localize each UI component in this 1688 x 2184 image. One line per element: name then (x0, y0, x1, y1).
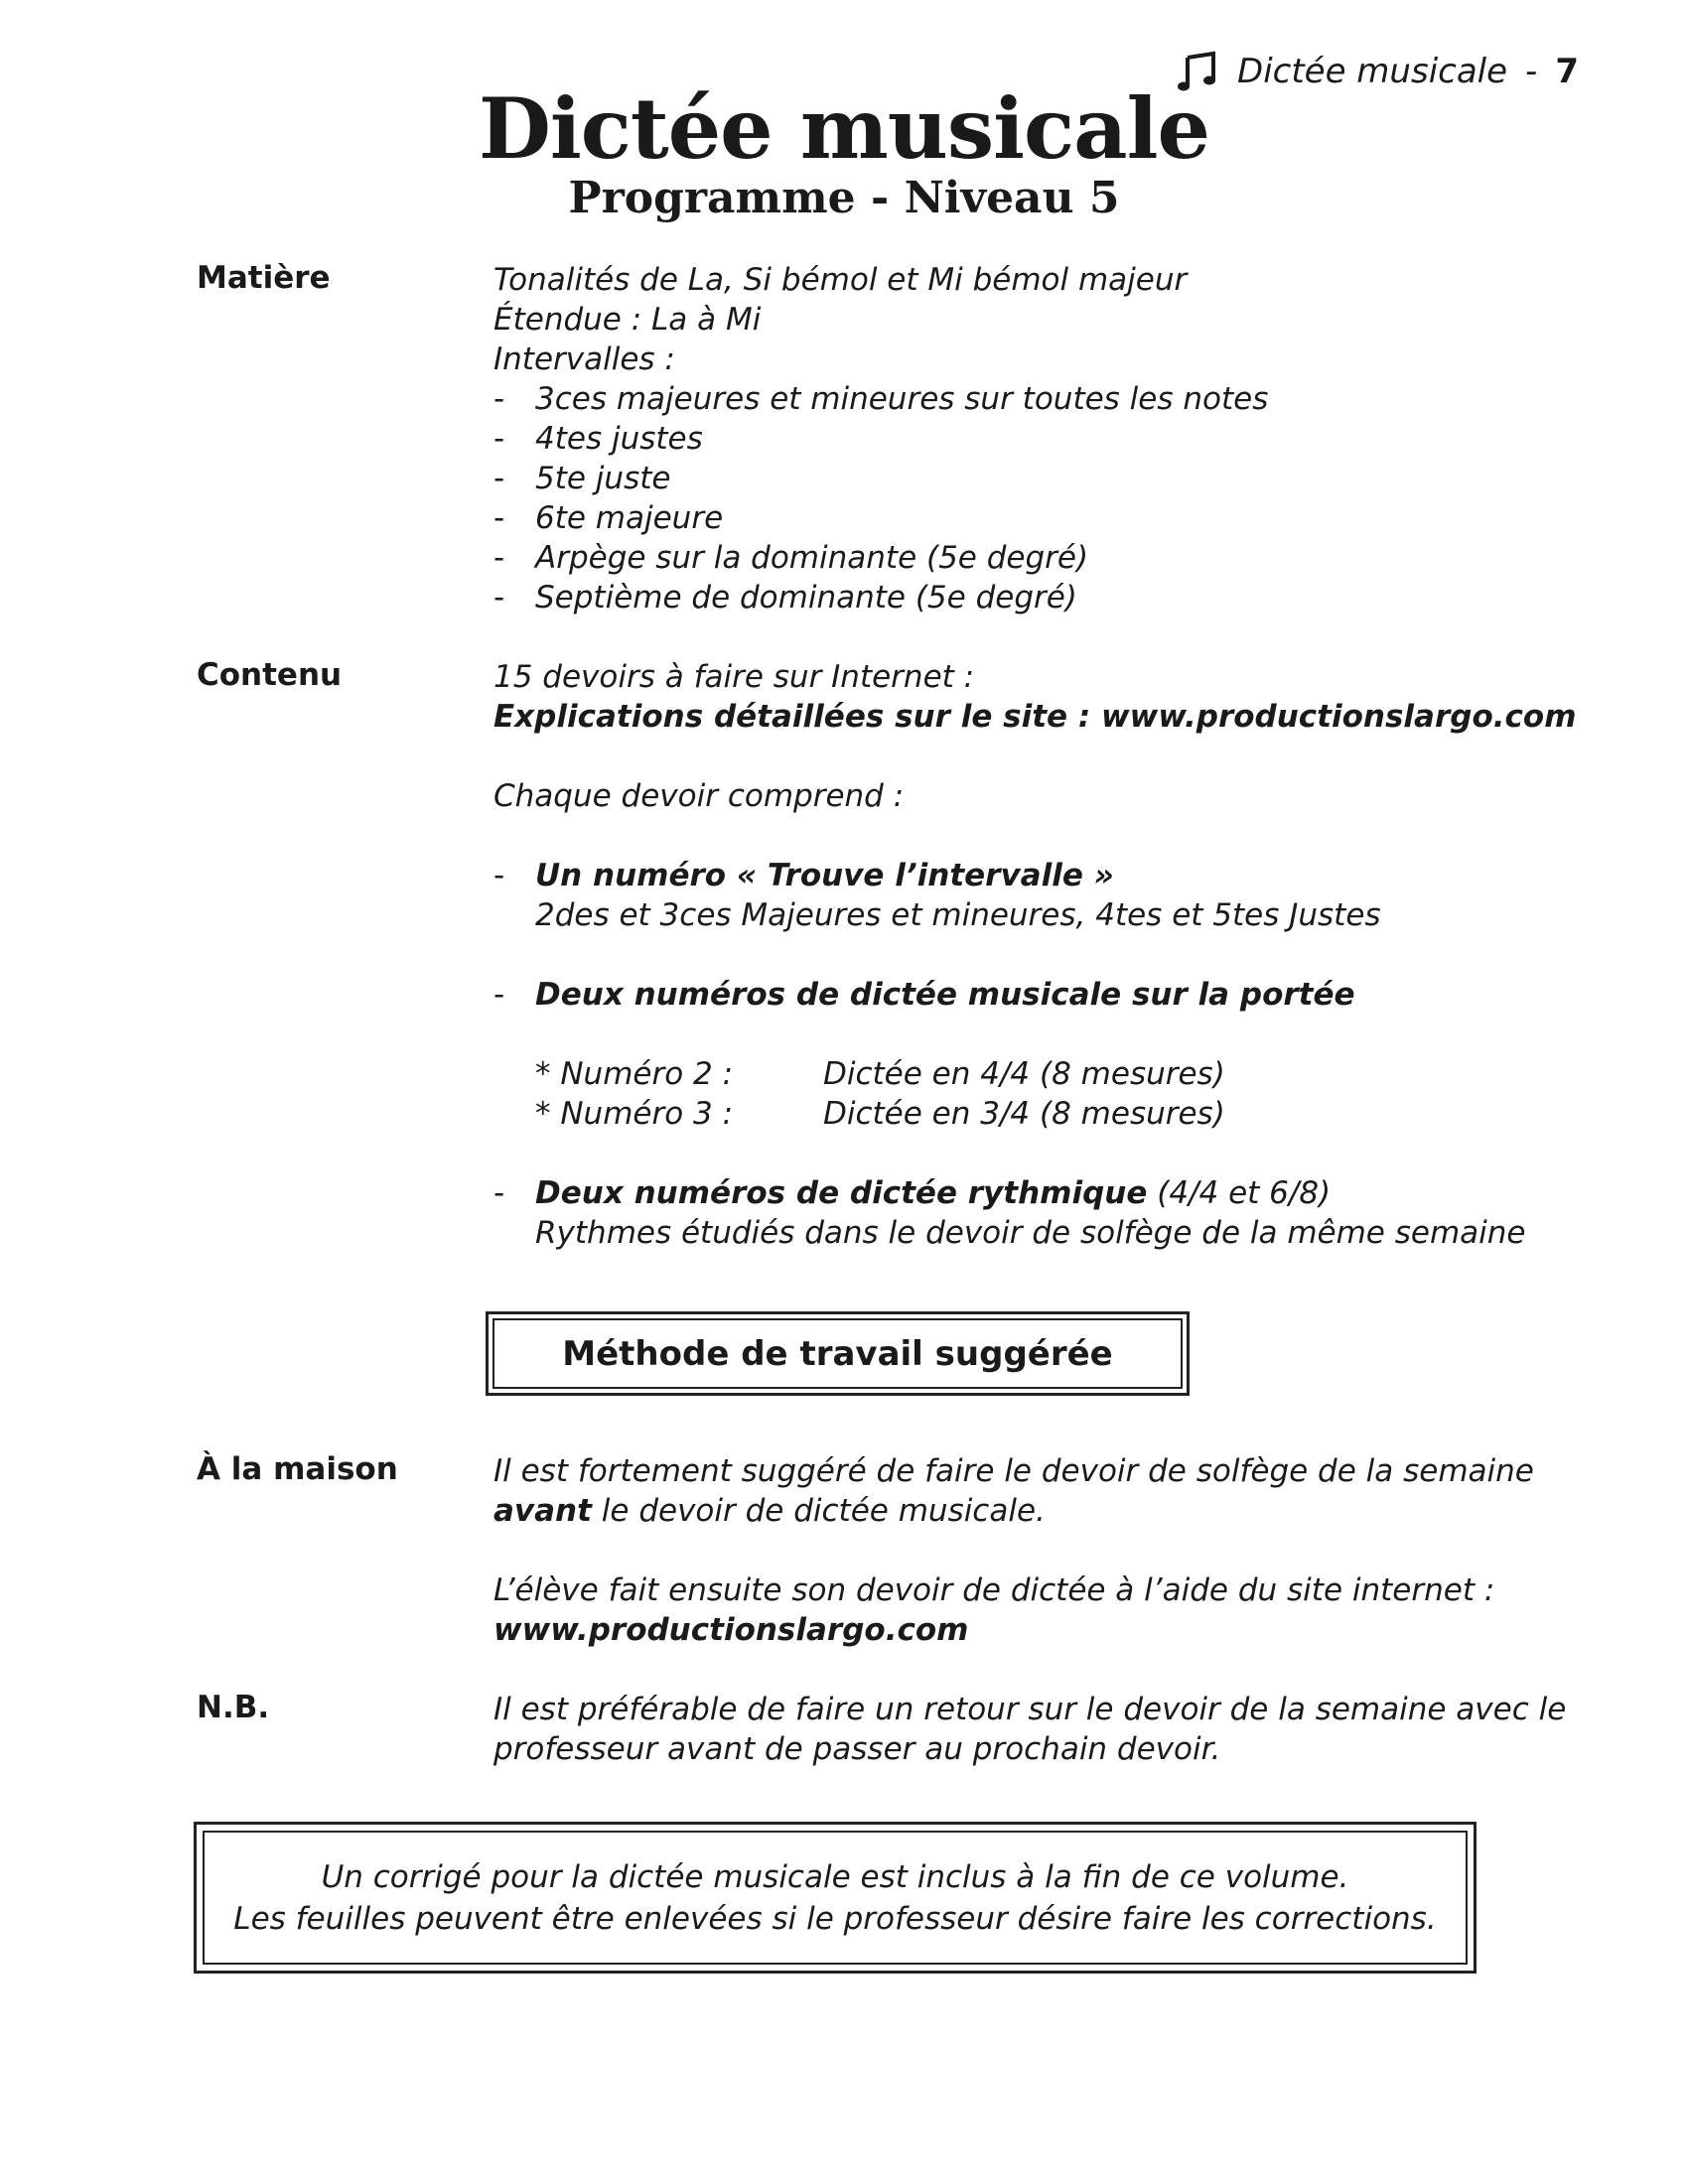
list-item: - 4tes justes (493, 421, 703, 457)
matiere-line: Tonalités de La, Si bémol et Mi bémol majeur (493, 262, 1188, 298)
maison-label: À la maison (197, 1451, 398, 1487)
notice-line: Les feuilles peuvent être enlevées si le professeur désire faire les corrections. (233, 1900, 1437, 1937)
list-item: - Arpège sur la dominante (5e degré) (493, 540, 1089, 576)
maison-line: Il est fortement suggéré de faire le devoir de solfège de la semaine (493, 1453, 1534, 1489)
list-item: - 6te majeure (493, 500, 724, 536)
nb-line: Il est préférable de faire un retour sur le devoir de la semaine avec le (493, 1692, 1567, 1727)
list-item: - Un numéro « Trouve l’intervalle » (493, 858, 1114, 893)
site-explanation: Explications détaillées sur le site : www.productionslargo.com (493, 699, 1577, 735)
matiere-line: Intervalles : (493, 341, 675, 377)
matiere-line: Étendue : La à Mi (493, 302, 762, 338)
page-title: Dictée musicale (479, 79, 1209, 178)
method-box (486, 1311, 1190, 1396)
nb-line: professeur avant de passer au prochain devoir. (493, 1731, 1221, 1767)
list-item-desc: 2des et 3ces Majeures et mineures, 4tes et 5tes Justes (535, 897, 1381, 933)
page-number: 7 (1555, 52, 1579, 91)
list-item: - Deux numéros de dictée rythmique (4/4 et 6/8) (493, 1175, 1332, 1211)
nb-label: N.B. (197, 1690, 270, 1725)
contenu-label: Contenu (197, 657, 343, 693)
maison-line: avant le devoir de dictée musicale. (493, 1493, 1046, 1529)
website-url: www.productionslargo.com (493, 1612, 969, 1648)
page-subtitle: Programme - Niveau 5 (568, 173, 1120, 223)
notice-line: Un corrigé pour la dictée musicale est inclus à la fin de ce volume. (321, 1858, 1349, 1895)
matiere-label: Matière (197, 260, 331, 296)
contenu-content (493, 657, 1586, 1253)
corrige-notice (203, 1831, 1468, 1965)
list-item-desc: Rythmes étudiés dans le devoir de solfège de la même semaine (535, 1215, 1526, 1251)
corrige-notice-box (194, 1822, 1477, 1974)
list-item: - Deux numéros de dictée musicale sur la portée (493, 977, 1355, 1013)
contenu-line: 15 devoirs à faire sur Internet : (493, 659, 975, 695)
maison-content (493, 1451, 1586, 1650)
header-section-title: Dictée musicale (1237, 52, 1508, 91)
header-separator: - (1525, 52, 1538, 91)
list-item: - 3ces majeures et mineures sur toutes les notes (493, 381, 1269, 417)
list-item: - 5te juste (493, 461, 671, 496)
method-heading: Méthode de travail suggérée (492, 1318, 1183, 1389)
sub-item: * Numéro 3 : Dictée en 3/4 (8 mesures) (535, 1096, 1225, 1132)
contenu-line: Chaque devoir comprend : (493, 778, 905, 814)
sub-item: * Numéro 2 : Dictée en 4/4 (8 mesures) (535, 1056, 1225, 1092)
list-item: - Septième de dominante (5e degré) (493, 580, 1077, 615)
nb-content (493, 1690, 1586, 1769)
matiere-content (493, 260, 1586, 617)
maison-line: L’élève fait ensuite son devoir de dictée à l’aide du site internet : (493, 1572, 1495, 1608)
